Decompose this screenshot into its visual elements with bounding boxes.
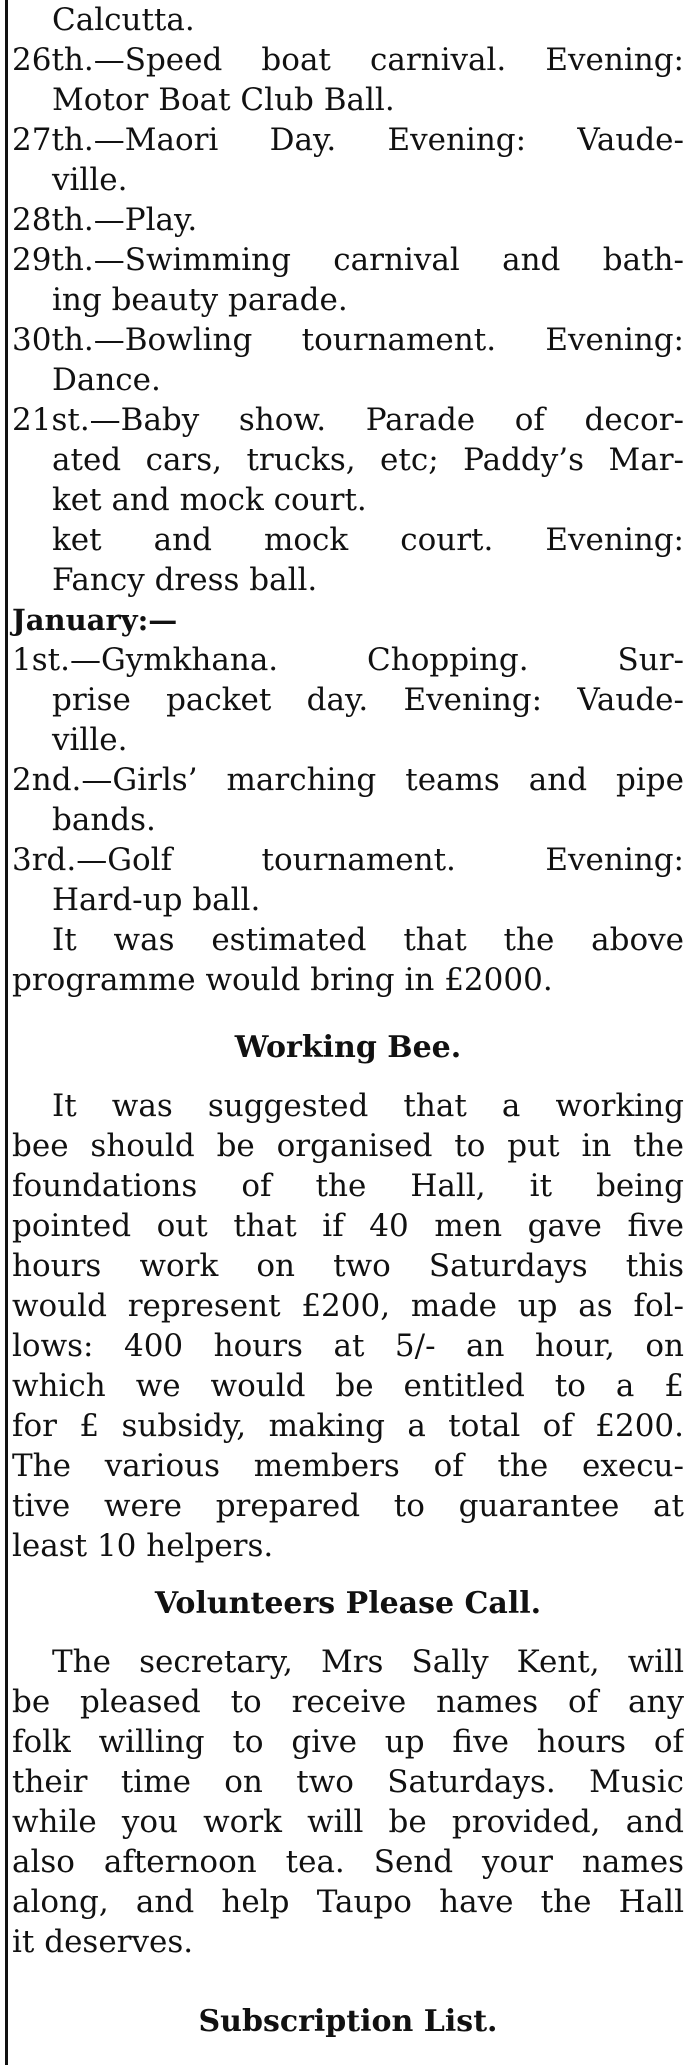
paragraph-line: along, and help Taupo have the Hall <box>12 1884 684 1920</box>
programme-list <box>12 0 684 600</box>
entry-line: ated cars, trucks, etc; Paddy’s Mar- <box>52 442 684 478</box>
entry-line: 3rd.—Golf tournament. Evening: <box>12 842 684 878</box>
paragraph-line: pointed out that if 40 men gave five <box>12 1208 684 1244</box>
paragraph-line: it deserves. <box>12 1924 194 1960</box>
entry-line: ville. <box>52 722 128 758</box>
column-rule <box>5 0 8 2065</box>
spacer <box>12 1068 684 1086</box>
article-body <box>12 0 684 2042</box>
spacer <box>12 1000 684 1028</box>
paragraph-line: would represent £200, made up as fol- <box>12 1288 684 1324</box>
paragraph-line: folk willing to give up five hours of <box>12 1724 684 1760</box>
entry-line: Dance. <box>52 362 161 398</box>
paragraph-line: tive were prepared to guarantee at <box>12 1488 684 1524</box>
programme-entry <box>12 120 684 200</box>
paragraph-line: programme would bring in £2000. <box>12 962 553 998</box>
entry-line: Calcutta. <box>52 2 195 38</box>
working-bee-heading: Working Bee. <box>234 1030 462 1065</box>
entry-line: Hard-up ball. <box>52 882 261 918</box>
entry-line: Fancy dress ball. <box>52 562 318 598</box>
programme-entry <box>12 200 684 240</box>
entry-line: prise packet day. Evening: Vaude- <box>52 682 684 718</box>
entry-line: ket and mock court. Evening: <box>52 522 684 558</box>
working-bee-paragraph <box>12 1086 684 1566</box>
programme-entry <box>12 520 684 600</box>
subscription-heading: Subscription List. <box>198 2004 498 2039</box>
paragraph-line: for £ subsidy, making a total of £200. <box>12 1408 684 1444</box>
entry-line: 2nd.—Girls’ marching teams and pipe <box>12 762 684 798</box>
entry-line: 29th.—Swimming carnival and bath- <box>12 242 684 278</box>
paragraph-line: bee should be organised to put in the <box>12 1128 684 1164</box>
entry-line: 28th.—Play. <box>12 202 198 238</box>
paragraph-line: hours work on two Saturdays this <box>12 1248 684 1284</box>
programme-entry <box>12 40 684 120</box>
entry-line: 30th.—Bowling tournament. Evening: <box>12 322 684 358</box>
entry-line: bands. <box>52 802 156 838</box>
programme-entry <box>12 0 684 40</box>
paragraph-line: be pleased to receive names of any <box>12 1684 684 1720</box>
paragraph-line: It was suggested that a working <box>52 1088 684 1124</box>
spacer <box>12 1962 684 2002</box>
volunteers-paragraph <box>12 1642 684 1962</box>
entry-line: ing beauty parade. <box>52 282 348 318</box>
volunteers-heading: Volunteers Please Call. <box>154 1586 542 1621</box>
entry-line: Motor Boat Club Ball. <box>52 82 395 118</box>
programme-entry <box>12 640 684 760</box>
programme-entry <box>12 400 684 520</box>
paragraph-line: also afternoon tea. Send your names <box>12 1844 684 1880</box>
month-heading: January:— <box>12 603 178 637</box>
paragraph-line: while you work will be provided, and <box>12 1804 684 1840</box>
paragraph-line: which we would be entitled to a £ <box>12 1368 684 1404</box>
programme-entry <box>12 760 684 840</box>
programme-entry <box>12 320 684 400</box>
paragraph-line: least 10 helpers. <box>12 1528 274 1564</box>
entry-line: 26th.—Speed boat carnival. Evening: <box>12 42 684 78</box>
estimate-paragraph <box>12 920 684 1000</box>
paragraph-line: their time on two Saturdays. Music <box>12 1764 684 1800</box>
paragraph-line: foundations of the Hall, it being <box>12 1168 684 1204</box>
paragraph-line: The secretary, Mrs Sally Kent, will <box>52 1644 684 1680</box>
paragraph-line: The various members of the execu- <box>12 1448 684 1484</box>
entry-line: 1st.—Gymkhana. Chopping. Sur- <box>12 642 684 678</box>
entry-line: 21st.—Baby show. Parade of decor- <box>12 402 684 438</box>
paragraph-line: It was estimated that the above <box>52 922 684 958</box>
spacer <box>12 1624 684 1642</box>
entry-line: ville. <box>52 162 128 198</box>
programme-entry <box>12 840 684 920</box>
entry-line: ket and mock court. <box>52 482 367 518</box>
programme-entry <box>12 240 684 320</box>
january-list <box>12 640 684 920</box>
paragraph-line: lows: 400 hours at 5/- an hour, on <box>12 1328 684 1364</box>
spacer <box>12 1566 684 1584</box>
entry-line: 27th.—Maori Day. Evening: Vaude- <box>12 122 684 158</box>
